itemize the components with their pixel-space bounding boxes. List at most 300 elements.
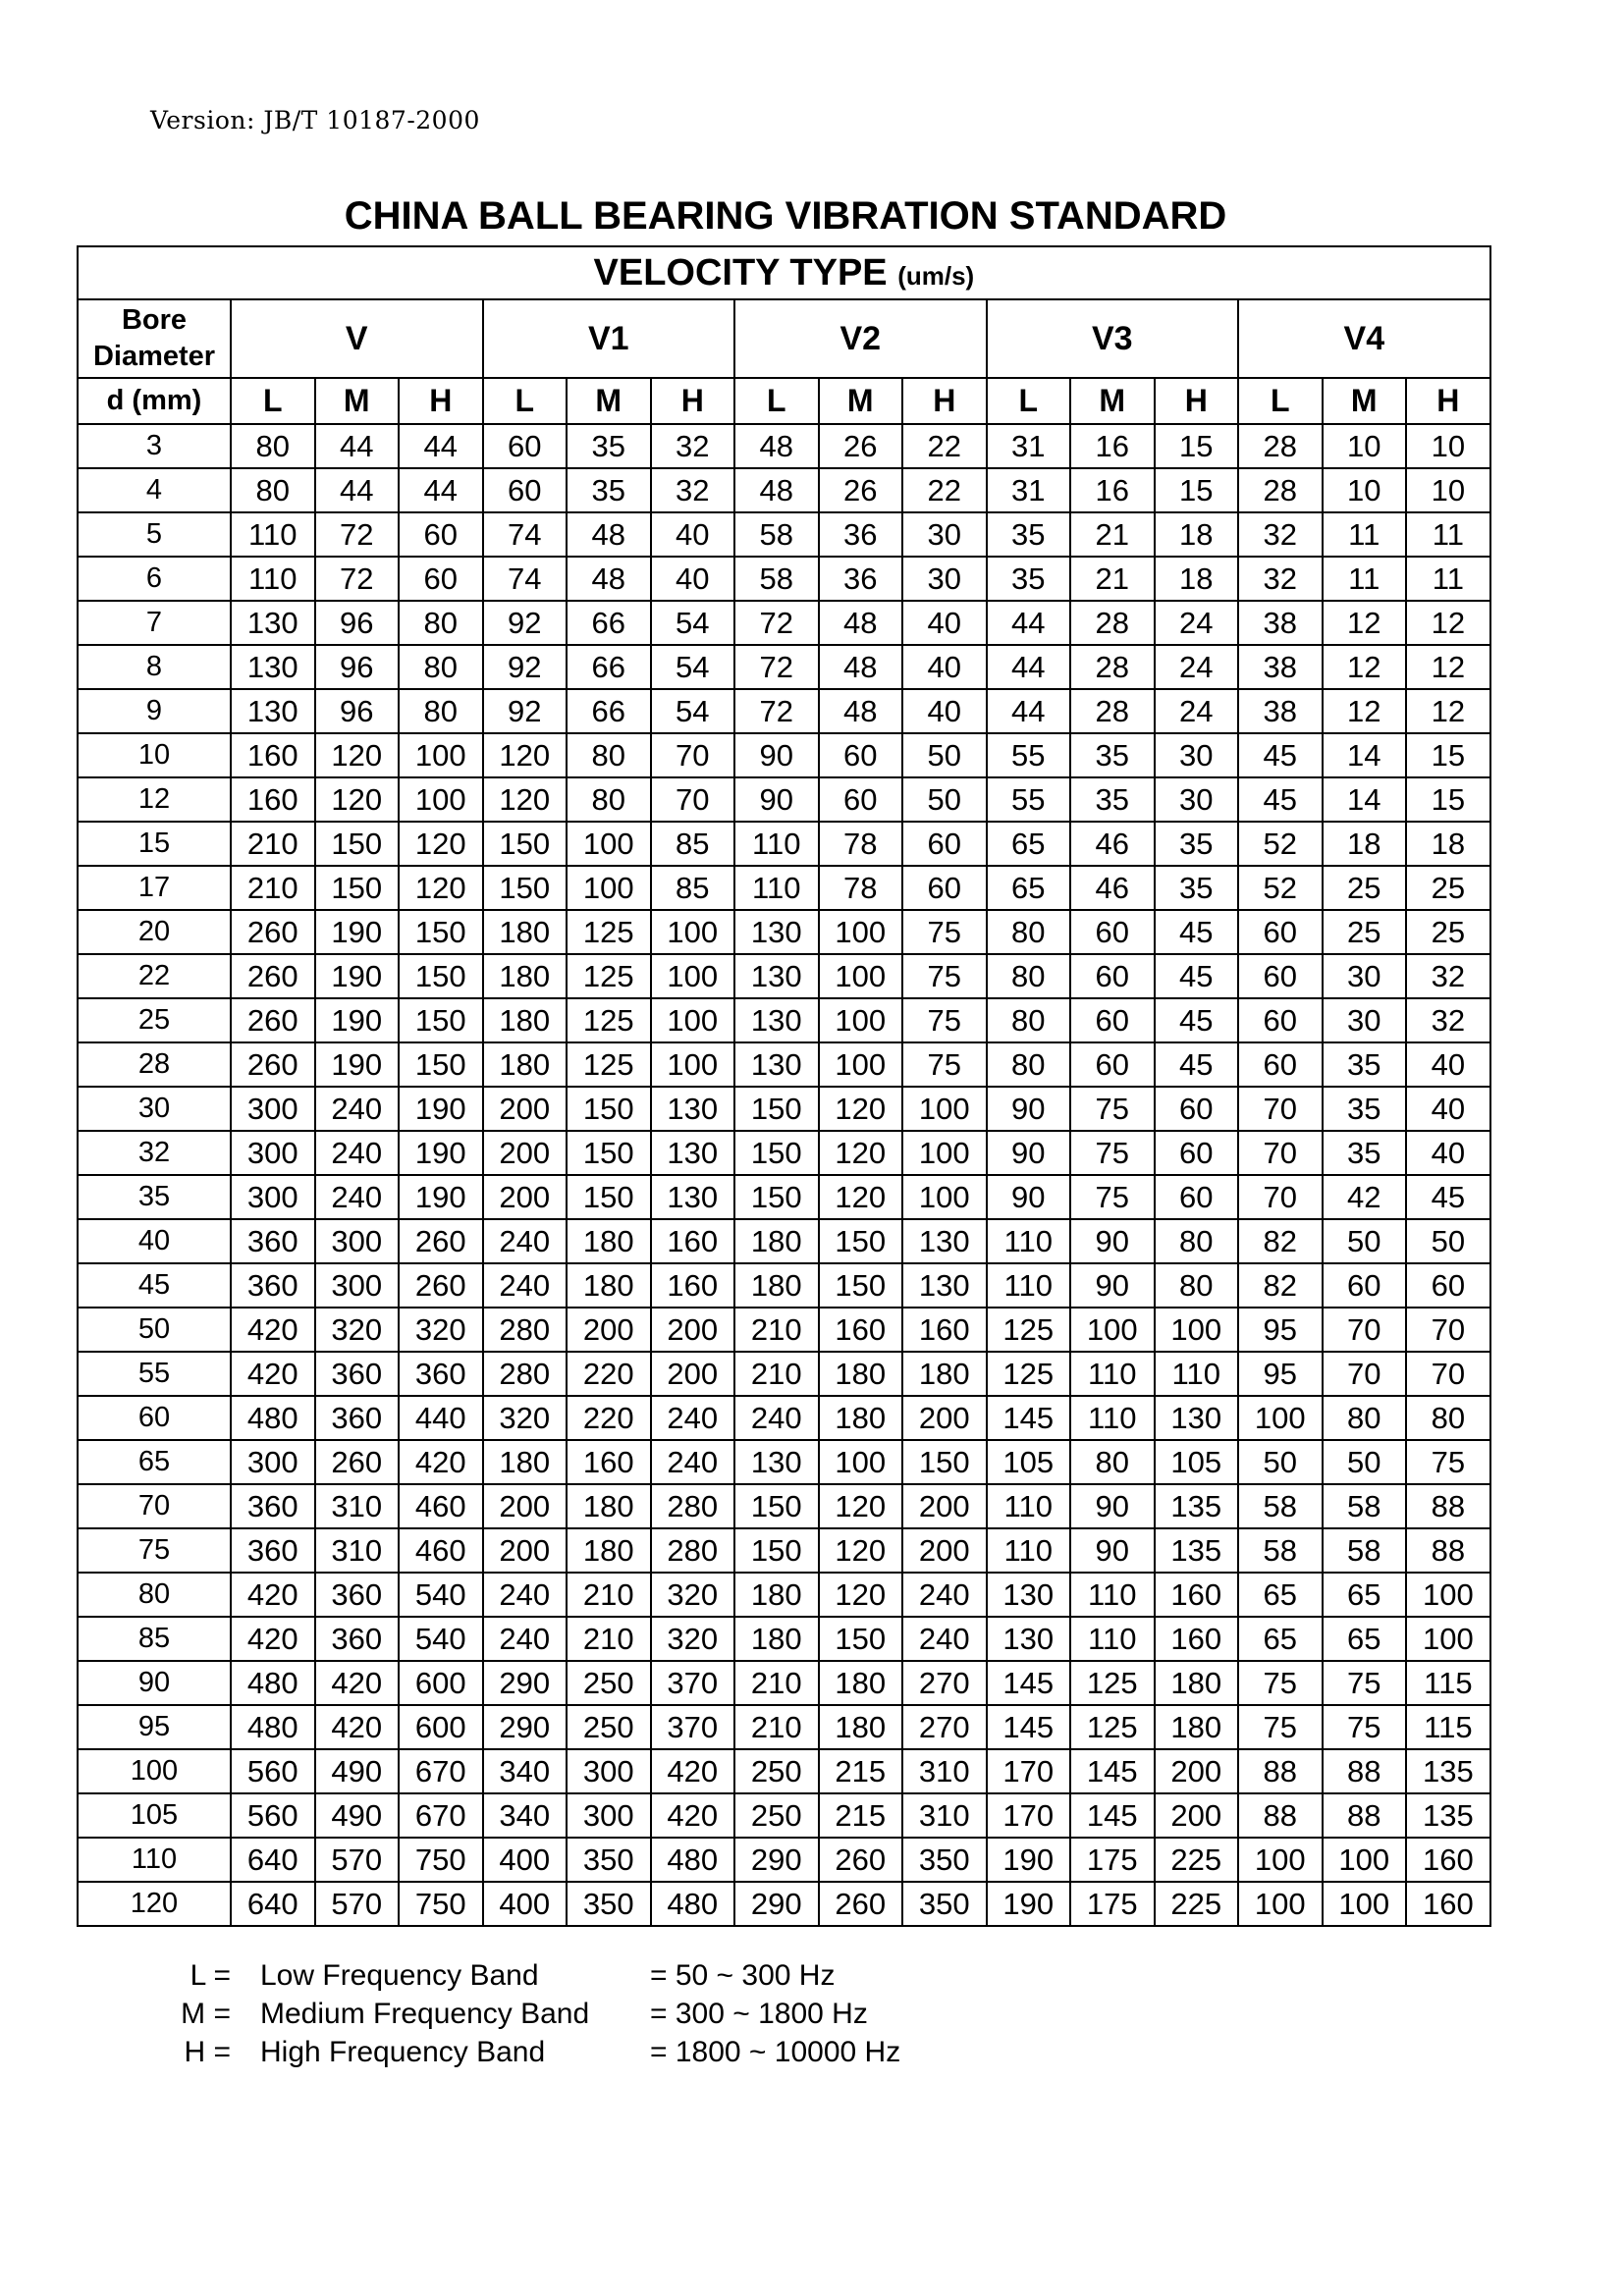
vibration-value-cell: 45 [1155, 954, 1239, 998]
table-row [78, 1042, 1490, 1087]
vibration-value-cell: 120 [819, 1087, 903, 1131]
vibration-value-cell: 80 [1323, 1396, 1407, 1440]
vibration-value-cell: 150 [399, 910, 483, 954]
vibration-value-cell: 310 [902, 1793, 987, 1838]
vibration-value-cell: 60 [1070, 910, 1155, 954]
vibration-value-cell: 78 [819, 822, 903, 866]
vibration-value-cell: 110 [231, 512, 315, 557]
vibration-value-cell: 26 [819, 468, 903, 512]
vibration-value-cell: 95 [1238, 1308, 1323, 1352]
vibration-value-cell: 10 [1406, 424, 1490, 468]
vibration-value-cell: 420 [231, 1573, 315, 1617]
vibration-value-cell: 110 [987, 1528, 1071, 1573]
vibration-value-cell: 420 [231, 1308, 315, 1352]
vibration-value-cell: 150 [567, 1087, 651, 1131]
vibration-value-cell: 360 [315, 1396, 400, 1440]
table-row [78, 1882, 1490, 1926]
vibration-value-cell: 130 [651, 1175, 735, 1219]
vibration-value-cell: 420 [315, 1661, 400, 1705]
vibration-value-cell: 125 [567, 998, 651, 1042]
vibration-value-cell: 100 [1406, 1573, 1490, 1617]
legend-row [147, 2036, 1031, 2074]
table-row [78, 689, 1490, 733]
vibration-value-cell: 225 [1155, 1882, 1239, 1926]
vibration-value-cell: 44 [987, 645, 1071, 689]
vibration-value-cell: 180 [734, 1573, 819, 1617]
vibration-value-cell: 80 [987, 1042, 1071, 1087]
vibration-value-cell: 25 [1406, 866, 1490, 910]
vibration-value-cell: 45 [1238, 733, 1323, 777]
vibration-value-cell: 125 [567, 1042, 651, 1087]
bore-header-line: Diameter [92, 341, 216, 372]
vibration-value-cell: 200 [483, 1175, 568, 1219]
vibration-value-cell: 72 [315, 512, 400, 557]
vibration-value-cell: 150 [315, 866, 400, 910]
vibration-value-cell: 130 [734, 910, 819, 954]
vibration-value-cell: 15 [1406, 777, 1490, 822]
group-header-row [78, 299, 1490, 378]
vibration-value-cell: 250 [567, 1661, 651, 1705]
vibration-value-cell: 100 [651, 998, 735, 1042]
vibration-value-cell: 150 [315, 822, 400, 866]
vibration-value-cell: 74 [483, 512, 568, 557]
vibration-value-cell: 160 [231, 777, 315, 822]
vibration-value-cell: 190 [315, 954, 400, 998]
vibration-value-cell: 35 [1070, 777, 1155, 822]
vibration-value-cell: 200 [1155, 1793, 1239, 1838]
vibration-value-cell: 130 [734, 1042, 819, 1087]
vibration-value-cell: 70 [1238, 1175, 1323, 1219]
vibration-value-cell: 100 [1406, 1617, 1490, 1661]
vibration-value-cell: 320 [399, 1308, 483, 1352]
vibration-value-cell: 44 [315, 468, 400, 512]
table-row [78, 1440, 1490, 1484]
vibration-value-cell: 240 [902, 1573, 987, 1617]
vibration-value-cell: 160 [902, 1308, 987, 1352]
vibration-value-cell: 300 [567, 1749, 651, 1793]
vibration-value-cell: 92 [483, 601, 568, 645]
vibration-value-cell: 240 [734, 1396, 819, 1440]
vibration-value-cell: 480 [651, 1838, 735, 1882]
vibration-value-cell: 290 [483, 1661, 568, 1705]
vibration-value-cell: 32 [1238, 512, 1323, 557]
vibration-value-cell: 360 [399, 1352, 483, 1396]
vibration-value-cell: 28 [1070, 601, 1155, 645]
table-row [78, 1838, 1490, 1882]
vibration-value-cell: 150 [483, 866, 568, 910]
vibration-value-cell: 45 [1155, 998, 1239, 1042]
vibration-value-cell: 75 [1070, 1175, 1155, 1219]
bore-value-cell: 50 [78, 1308, 231, 1352]
vibration-value-cell: 200 [651, 1308, 735, 1352]
vibration-value-cell: 120 [483, 777, 568, 822]
vibration-value-cell: 10 [1323, 468, 1407, 512]
vibration-value-cell: 100 [651, 1042, 735, 1087]
vibration-value-cell: 250 [567, 1705, 651, 1749]
vibration-value-cell: 260 [231, 1042, 315, 1087]
vibration-value-cell: 80 [567, 733, 651, 777]
vibration-value-cell: 80 [399, 689, 483, 733]
vibration-value-cell: 105 [1155, 1440, 1239, 1484]
subtitle-row [78, 246, 1490, 299]
bore-value-cell: 55 [78, 1352, 231, 1396]
vibration-value-cell: 55 [987, 733, 1071, 777]
vibration-value-cell: 110 [987, 1219, 1071, 1263]
band-header: H [1406, 378, 1490, 424]
vibration-value-cell: 240 [483, 1263, 568, 1308]
vibration-value-cell: 350 [902, 1882, 987, 1926]
vibration-value-cell: 290 [734, 1838, 819, 1882]
vibration-value-cell: 540 [399, 1617, 483, 1661]
vibration-value-cell: 18 [1155, 512, 1239, 557]
vibration-value-cell: 260 [399, 1219, 483, 1263]
vibration-value-cell: 150 [734, 1484, 819, 1528]
band-header: M [1070, 378, 1155, 424]
vibration-value-cell: 150 [734, 1131, 819, 1175]
vibration-value-cell: 600 [399, 1705, 483, 1749]
band-header-row [78, 378, 1490, 424]
vibration-value-cell: 70 [1238, 1131, 1323, 1175]
vibration-value-cell: 180 [734, 1617, 819, 1661]
vibration-value-cell: 11 [1323, 557, 1407, 601]
vibration-value-cell: 70 [651, 777, 735, 822]
vibration-value-cell: 160 [567, 1440, 651, 1484]
vibration-value-cell: 130 [902, 1219, 987, 1263]
vibration-value-cell: 35 [1155, 822, 1239, 866]
band-header: M [315, 378, 400, 424]
vibration-value-cell: 180 [1155, 1705, 1239, 1749]
vibration-value-cell: 75 [1070, 1087, 1155, 1131]
vibration-value-cell: 210 [734, 1352, 819, 1396]
vibration-value-cell: 370 [651, 1705, 735, 1749]
vibration-value-cell: 160 [651, 1219, 735, 1263]
document-title: CHINA BALL BEARING VIBRATION STANDARD [344, 194, 1227, 238]
vibration-value-cell: 120 [819, 1175, 903, 1219]
vibration-value-cell: 130 [231, 645, 315, 689]
vibration-value-cell: 190 [315, 998, 400, 1042]
vibration-value-cell: 490 [315, 1793, 400, 1838]
vibration-value-cell: 120 [819, 1484, 903, 1528]
vibration-value-cell: 180 [819, 1352, 903, 1396]
band-header: M [819, 378, 903, 424]
table-row [78, 1087, 1490, 1131]
vibration-value-cell: 125 [567, 910, 651, 954]
vibration-value-cell: 90 [987, 1175, 1071, 1219]
vibration-value-cell: 70 [1238, 1087, 1323, 1131]
vibration-value-cell: 240 [315, 1087, 400, 1131]
vibration-value-cell: 45 [1238, 777, 1323, 822]
vibration-value-cell: 70 [651, 733, 735, 777]
table-row [78, 1749, 1490, 1793]
vibration-value-cell: 80 [987, 954, 1071, 998]
vibration-value-cell: 540 [399, 1573, 483, 1617]
version-label: Version: JB/T 10187-2000 [150, 106, 480, 134]
vibration-value-cell: 14 [1323, 777, 1407, 822]
vibration-value-cell: 300 [231, 1440, 315, 1484]
vibration-value-cell: 100 [819, 1440, 903, 1484]
bore-value-cell: 25 [78, 998, 231, 1042]
vibration-value-cell: 75 [902, 1042, 987, 1087]
vibration-value-cell: 370 [651, 1661, 735, 1705]
vibration-value-cell: 35 [567, 468, 651, 512]
vibration-value-cell: 360 [315, 1573, 400, 1617]
vibration-value-cell: 90 [1070, 1263, 1155, 1308]
vibration-value-cell: 180 [483, 1440, 568, 1484]
vibration-value-cell: 240 [651, 1440, 735, 1484]
vibration-value-cell: 36 [819, 512, 903, 557]
bore-value-cell: 80 [78, 1573, 231, 1617]
vibration-value-cell: 44 [315, 424, 400, 468]
vibration-value-cell: 180 [902, 1352, 987, 1396]
vibration-value-cell: 210 [231, 866, 315, 910]
vibration-value-cell: 120 [315, 777, 400, 822]
vibration-value-cell: 48 [819, 689, 903, 733]
legend-row [147, 1959, 1031, 1998]
vibration-value-cell: 210 [567, 1573, 651, 1617]
vibration-value-cell: 40 [1406, 1131, 1490, 1175]
vibration-value-cell: 175 [1070, 1838, 1155, 1882]
vibration-value-cell: 260 [315, 1440, 400, 1484]
vibration-value-cell: 360 [231, 1484, 315, 1528]
vibration-value-cell: 310 [315, 1484, 400, 1528]
vibration-value-cell: 32 [1238, 557, 1323, 601]
vibration-value-cell: 130 [902, 1263, 987, 1308]
vibration-value-cell: 110 [1155, 1352, 1239, 1396]
vibration-value-cell: 260 [399, 1263, 483, 1308]
vibration-value-cell: 200 [902, 1528, 987, 1573]
vibration-value-cell: 72 [734, 601, 819, 645]
vibration-value-cell: 100 [1070, 1308, 1155, 1352]
vibration-value-cell: 560 [231, 1793, 315, 1838]
vibration-value-cell: 180 [567, 1528, 651, 1573]
vibration-value-cell: 100 [651, 954, 735, 998]
vibration-value-cell: 60 [1070, 1042, 1155, 1087]
bore-value-cell: 12 [78, 777, 231, 822]
vibration-value-cell: 190 [399, 1087, 483, 1131]
vibration-value-cell: 35 [987, 557, 1071, 601]
vibration-value-cell: 72 [315, 557, 400, 601]
vibration-value-cell: 130 [734, 954, 819, 998]
vibration-value-cell: 115 [1406, 1661, 1490, 1705]
vibration-value-cell: 50 [1323, 1440, 1407, 1484]
vibration-value-cell: 125 [987, 1308, 1071, 1352]
vibration-value-cell: 240 [483, 1617, 568, 1661]
vibration-value-cell: 280 [651, 1528, 735, 1573]
vibration-value-cell: 320 [651, 1617, 735, 1661]
vibration-value-cell: 130 [1155, 1396, 1239, 1440]
vibration-value-cell: 240 [483, 1573, 568, 1617]
bore-unit-header: d (mm) [78, 378, 231, 424]
vibration-value-cell: 11 [1323, 512, 1407, 557]
subtitle-text: VELOCITY TYPE [593, 251, 888, 294]
vibration-value-cell: 160 [819, 1308, 903, 1352]
bore-value-cell: 35 [78, 1175, 231, 1219]
vibration-value-cell: 670 [399, 1749, 483, 1793]
vibration-value-cell: 210 [734, 1705, 819, 1749]
vibration-value-cell: 160 [1155, 1573, 1239, 1617]
vibration-value-cell: 58 [1238, 1484, 1323, 1528]
vibration-value-cell: 360 [315, 1352, 400, 1396]
vibration-value-cell: 145 [987, 1661, 1071, 1705]
vibration-value-cell: 300 [315, 1219, 400, 1263]
vibration-value-cell: 260 [819, 1838, 903, 1882]
vibration-value-cell: 180 [567, 1484, 651, 1528]
vibration-value-cell: 100 [651, 910, 735, 954]
vibration-value-cell: 40 [902, 645, 987, 689]
group-header: V4 [1238, 299, 1490, 378]
vibration-value-cell: 75 [1406, 1440, 1490, 1484]
vibration-value-cell: 120 [819, 1131, 903, 1175]
vibration-value-cell: 14 [1323, 733, 1407, 777]
band-header: H [399, 378, 483, 424]
vibration-value-cell: 420 [315, 1705, 400, 1749]
vibration-value-cell: 21 [1070, 512, 1155, 557]
vibration-value-cell: 82 [1238, 1263, 1323, 1308]
vibration-value-cell: 48 [734, 468, 819, 512]
vibration-value-cell: 95 [1238, 1352, 1323, 1396]
vibration-value-cell: 110 [1070, 1396, 1155, 1440]
vibration-value-cell: 30 [1323, 998, 1407, 1042]
vibration-value-cell: 150 [399, 1042, 483, 1087]
vibration-value-cell: 175 [1070, 1882, 1155, 1926]
vibration-value-cell: 60 [483, 424, 568, 468]
table-row [78, 1396, 1490, 1440]
vibration-value-cell: 480 [231, 1661, 315, 1705]
vibration-value-cell: 100 [1238, 1396, 1323, 1440]
legend-description: High Frequency Band [260, 2036, 546, 2068]
vibration-value-cell: 750 [399, 1882, 483, 1926]
bore-value-cell: 100 [78, 1749, 231, 1793]
vibration-value-cell: 72 [734, 645, 819, 689]
vibration-value-cell: 88 [1406, 1528, 1490, 1573]
vibration-value-cell: 340 [483, 1793, 568, 1838]
table-row [78, 777, 1490, 822]
vibration-value-cell: 32 [1406, 998, 1490, 1042]
band-header: L [734, 378, 819, 424]
vibration-value-cell: 88 [1323, 1749, 1407, 1793]
vibration-value-cell: 50 [1406, 1219, 1490, 1263]
vibration-value-cell: 48 [819, 601, 903, 645]
vibration-value-cell: 96 [315, 689, 400, 733]
vibration-value-cell: 150 [483, 822, 568, 866]
vibration-value-cell: 100 [1238, 1882, 1323, 1926]
vibration-value-cell: 190 [987, 1882, 1071, 1926]
bore-value-cell: 120 [78, 1882, 231, 1926]
bore-value-cell: 22 [78, 954, 231, 998]
vibration-value-cell: 150 [819, 1617, 903, 1661]
vibration-value-cell: 210 [734, 1661, 819, 1705]
vibration-value-cell: 75 [902, 954, 987, 998]
band-header: H [902, 378, 987, 424]
vibration-value-cell: 120 [819, 1573, 903, 1617]
bore-value-cell: 45 [78, 1263, 231, 1308]
vibration-value-cell: 44 [987, 689, 1071, 733]
vibration-value-cell: 88 [1323, 1793, 1407, 1838]
vibration-value-cell: 420 [231, 1617, 315, 1661]
vibration-value-cell: 10 [1323, 424, 1407, 468]
vibration-value-cell: 45 [1406, 1175, 1490, 1219]
bore-value-cell: 4 [78, 468, 231, 512]
vibration-value-cell: 12 [1323, 689, 1407, 733]
vibration-value-cell: 54 [651, 645, 735, 689]
vibration-value-cell: 130 [231, 601, 315, 645]
band-header: L [1238, 378, 1323, 424]
vibration-value-cell: 12 [1323, 645, 1407, 689]
vibration-value-cell: 80 [231, 468, 315, 512]
vibration-value-cell: 25 [1323, 866, 1407, 910]
vibration-value-cell: 90 [1070, 1219, 1155, 1263]
vibration-value-cell: 60 [1155, 1131, 1239, 1175]
vibration-value-cell: 400 [483, 1882, 568, 1926]
table-row [78, 1793, 1490, 1838]
vibration-value-cell: 600 [399, 1661, 483, 1705]
vibration-value-cell: 125 [1070, 1705, 1155, 1749]
table-row [78, 1131, 1490, 1175]
vibration-value-cell: 60 [819, 733, 903, 777]
vibration-value-cell: 640 [231, 1882, 315, 1926]
vibration-value-cell: 65 [1323, 1617, 1407, 1661]
vibration-value-cell: 80 [231, 424, 315, 468]
vibration-value-cell: 130 [987, 1573, 1071, 1617]
vibration-value-cell: 30 [1155, 733, 1239, 777]
bore-value-cell: 90 [78, 1661, 231, 1705]
vibration-value-cell: 45 [1155, 1042, 1239, 1087]
vibration-value-cell: 40 [1406, 1087, 1490, 1131]
vibration-value-cell: 360 [231, 1219, 315, 1263]
vibration-value-cell: 310 [315, 1528, 400, 1573]
vibration-value-cell: 160 [231, 733, 315, 777]
bore-value-cell: 10 [78, 733, 231, 777]
legend-symbol: M = [181, 1998, 231, 2030]
vibration-value-cell: 40 [651, 512, 735, 557]
vibration-value-cell: 60 [819, 777, 903, 822]
vibration-value-cell: 60 [1238, 954, 1323, 998]
vibration-value-cell: 16 [1070, 468, 1155, 512]
vibration-value-cell: 320 [483, 1396, 568, 1440]
vibration-value-cell: 480 [231, 1396, 315, 1440]
vibration-table [77, 245, 1491, 1927]
bore-value-cell: 75 [78, 1528, 231, 1573]
vibration-value-cell: 40 [651, 557, 735, 601]
legend-row [147, 1998, 1031, 2036]
table-row [78, 733, 1490, 777]
bore-value-cell: 7 [78, 601, 231, 645]
vibration-value-cell: 180 [734, 1263, 819, 1308]
vibration-value-cell: 80 [399, 601, 483, 645]
vibration-value-cell: 145 [1070, 1793, 1155, 1838]
bore-value-cell: 110 [78, 1838, 231, 1882]
vibration-value-cell: 25 [1323, 910, 1407, 954]
table-row [78, 645, 1490, 689]
vibration-value-cell: 40 [902, 601, 987, 645]
vibration-value-cell: 100 [1323, 1838, 1407, 1882]
vibration-value-cell: 240 [902, 1617, 987, 1661]
vibration-value-cell: 200 [483, 1131, 568, 1175]
band-header: L [231, 378, 315, 424]
vibration-value-cell: 15 [1155, 468, 1239, 512]
legend-range: = 1800 ~ 10000 Hz [650, 2036, 901, 2068]
vibration-value-cell: 65 [987, 822, 1071, 866]
bore-value-cell: 6 [78, 557, 231, 601]
vibration-value-cell: 12 [1406, 645, 1490, 689]
vibration-value-cell: 350 [567, 1882, 651, 1926]
vibration-value-cell: 135 [1155, 1528, 1239, 1573]
vibration-value-cell: 135 [1406, 1749, 1490, 1793]
bore-value-cell: 5 [78, 512, 231, 557]
vibration-value-cell: 48 [819, 645, 903, 689]
table-subtitle [78, 246, 1490, 299]
vibration-value-cell: 300 [231, 1175, 315, 1219]
